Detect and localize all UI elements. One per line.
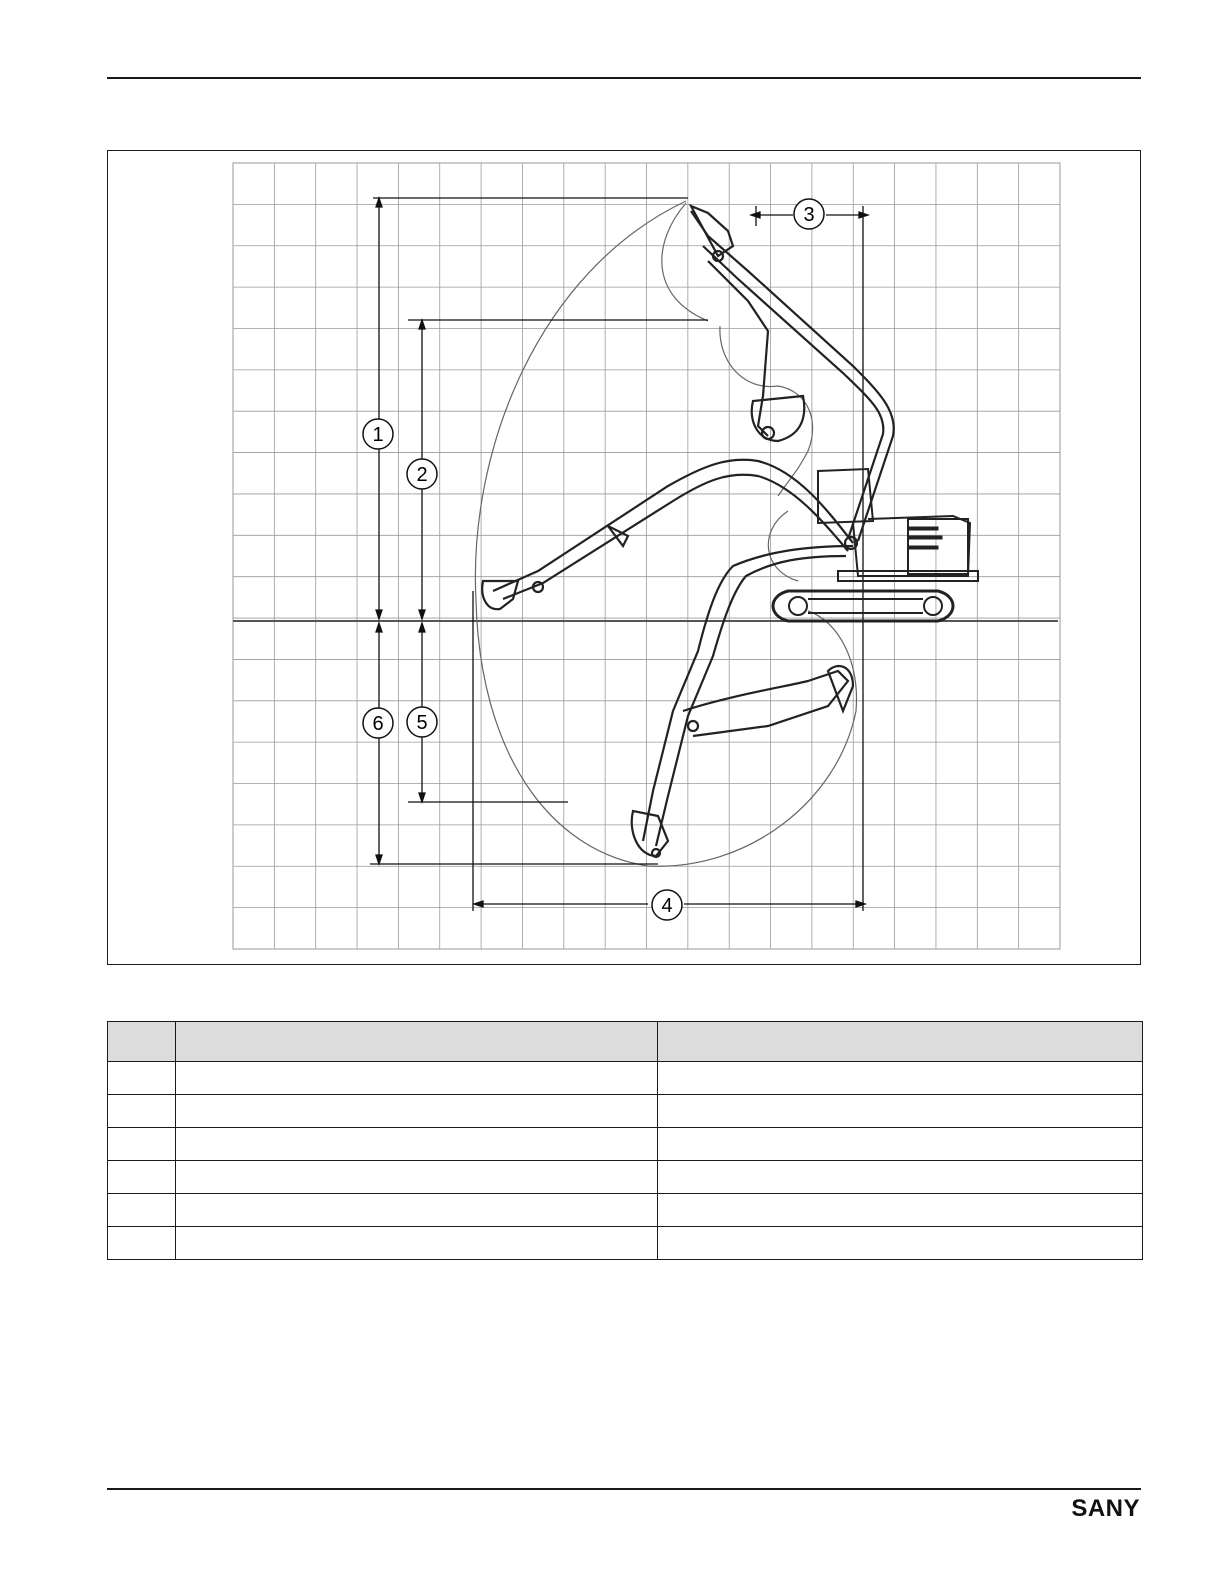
table-cell [108, 1095, 176, 1128]
table-cell [658, 1095, 1143, 1128]
spec-table [107, 1021, 1143, 1260]
working-range-diagram [108, 151, 1140, 964]
tail-envelope [768, 511, 798, 581]
table-cell [658, 1194, 1143, 1227]
callout-5 [407, 707, 437, 737]
working-range-figure [107, 150, 1141, 965]
table-cell [658, 1227, 1143, 1260]
table-cell [108, 1194, 176, 1227]
table-cell [108, 1161, 176, 1194]
table-row [108, 1161, 1143, 1194]
svg-text:4: 4 [661, 895, 673, 917]
header-cell-number [108, 1022, 176, 1062]
inner-envelope [662, 203, 813, 496]
table-row [108, 1128, 1143, 1161]
callout-6 [363, 708, 393, 738]
table-row [108, 1095, 1143, 1128]
svg-text:1: 1 [372, 424, 384, 446]
table-cell [108, 1227, 176, 1260]
table-row [108, 1062, 1143, 1095]
header-cell-item [176, 1022, 658, 1062]
dimension-lines [370, 198, 868, 911]
callout-4 [652, 890, 682, 920]
callout-1 [363, 419, 393, 449]
table-cell [176, 1128, 658, 1161]
table-cell [108, 1128, 176, 1161]
table-cell [658, 1062, 1143, 1095]
working-envelope [475, 201, 856, 866]
table-cell [176, 1095, 658, 1128]
grid [233, 163, 1060, 949]
table-row [108, 1227, 1143, 1260]
header-cell-value [658, 1022, 1143, 1062]
svg-text:2: 2 [416, 464, 428, 486]
svg-text:5: 5 [416, 712, 428, 734]
boom-middle [482, 460, 857, 609]
header-rule [107, 77, 1141, 79]
boom-lower [632, 546, 853, 857]
table-cell [176, 1194, 658, 1227]
table-cell [176, 1161, 658, 1194]
table-cell [176, 1227, 658, 1260]
svg-text:3: 3 [803, 204, 815, 226]
brand-logo: SANY [1071, 1495, 1140, 1522]
table-row [108, 1194, 1143, 1227]
footer-rule [107, 1488, 1141, 1490]
svg-text:6: 6 [372, 713, 384, 735]
table-cell [658, 1128, 1143, 1161]
table-header-row [108, 1022, 1143, 1062]
engine-vents [908, 527, 942, 549]
table-cell [658, 1161, 1143, 1194]
callout-2 [407, 459, 437, 489]
table-cell [108, 1062, 176, 1095]
table-cell [176, 1062, 658, 1095]
callout-3 [794, 199, 824, 229]
